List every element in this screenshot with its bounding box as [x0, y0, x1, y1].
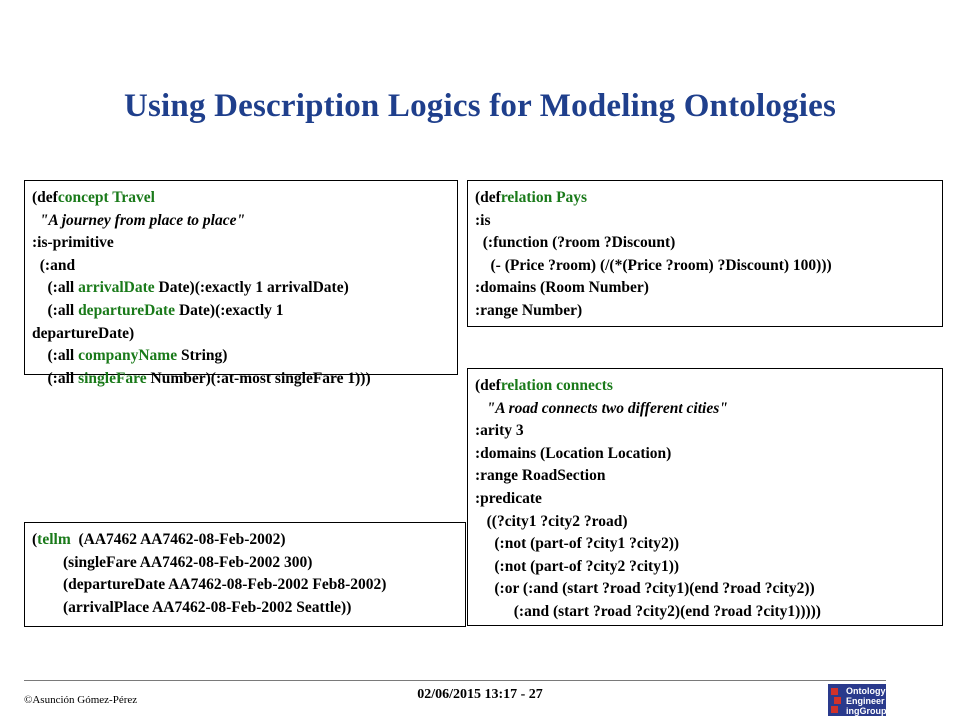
- code-line: :is-primitive: [32, 234, 114, 252]
- slide-title: Using Description Logics for Modeling Ontologies: [123, 88, 837, 124]
- logo-text-line1: Ontology: [846, 686, 886, 696]
- code-line: "A road connects two different cities": [475, 399, 728, 417]
- code-line: :range RoadSection: [475, 467, 606, 485]
- code-line: (:function (?room ?Discount): [475, 234, 676, 252]
- logo-text-line3: ingGroup: [846, 706, 886, 716]
- code-line: (:all departureDate Date)(:exactly 1: [32, 301, 284, 319]
- code-line: (:all arrivalDate Date)(:exactly 1 arrivalDate): [32, 279, 349, 297]
- code-line: (:all singleFare Number)(:at-most singleFare 1))): [32, 369, 371, 387]
- ontology-engineering-group-logo: [828, 683, 886, 722]
- code-line: :domains (Location Location): [475, 444, 672, 462]
- code-line: (singleFare AA7462-08-Feb-2002 300): [32, 553, 313, 571]
- code-line: "A journey from place to place": [32, 211, 246, 229]
- code-line: :domains (Room Number): [475, 279, 649, 297]
- code-line: (defrelation connects: [475, 377, 613, 394]
- code-line: (:not (part-of ?city2 ?city1)): [475, 557, 680, 575]
- oeg-logo-icon: [828, 683, 886, 717]
- connects-relation-box: [467, 368, 943, 626]
- code-line: :predicate: [475, 489, 542, 507]
- date-page-number: 02/06/2015 13:17 - 27: [417, 687, 543, 702]
- code-line: ((?city1 ?city2 ?road): [475, 512, 628, 530]
- code-line: departureDate): [32, 324, 135, 342]
- logo-text-line2: Engineer: [846, 696, 885, 706]
- code-line: :range Number): [475, 301, 583, 319]
- code-line: (:and (start ?road ?city2)(end ?road ?city1))))): [475, 602, 821, 620]
- code-line: (defrelation Pays: [475, 189, 588, 206]
- tellm-box: [24, 522, 466, 627]
- code-line: (- (Price ?room) (/(*(Price ?room) ?Discount) 100))): [475, 256, 832, 274]
- author-credit: ©Asunción Gómez-Pérez: [24, 694, 138, 706]
- pays-relation-box: [467, 180, 943, 327]
- code-line: (departureDate AA7462-08-Feb-2002 Feb8-2002): [32, 576, 387, 594]
- travel-concept-box: [24, 180, 458, 387]
- footer-divider: [24, 680, 886, 681]
- code-line: (tellm (AA7462 AA7462-08-Feb-2002): [32, 531, 286, 548]
- code-line: (:and: [32, 256, 76, 274]
- code-line: (:not (part-of ?city1 ?city2)): [475, 535, 680, 553]
- code-line: (:or (:and (start ?road ?city1)(end ?road ?city2)): [475, 580, 815, 598]
- code-line: (:all companyName String): [32, 347, 228, 365]
- code-line: (defconcept Travel: [32, 189, 155, 206]
- code-line: :arity 3: [475, 422, 524, 440]
- code-line: (arrivalPlace AA7462-08-Feb-2002 Seattle)): [32, 598, 352, 616]
- code-line: :is: [475, 211, 491, 229]
